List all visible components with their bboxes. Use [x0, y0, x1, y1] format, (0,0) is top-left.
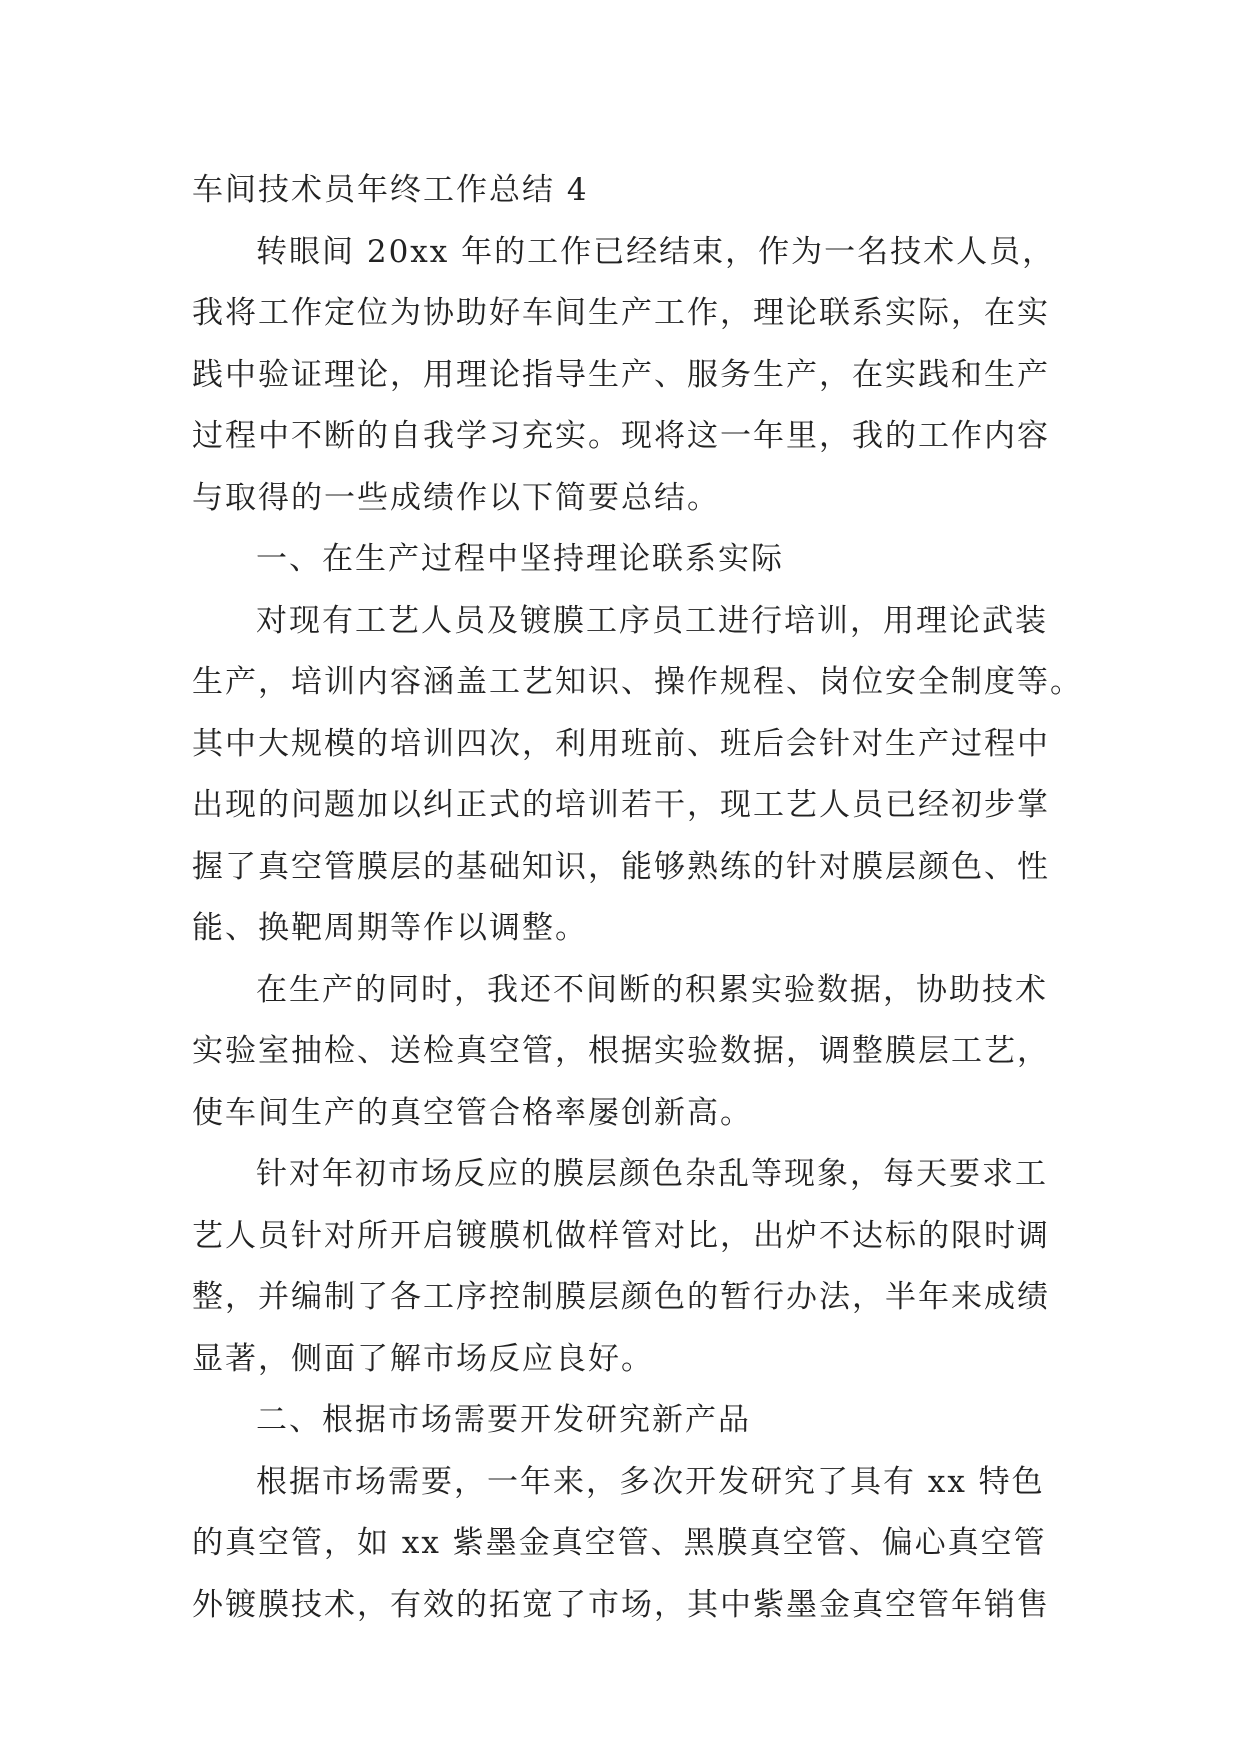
paragraph-intro — [192, 222, 1056, 530]
paragraph-new-products — [192, 1452, 1052, 1637]
paragraph-line: 艺人员针对所开启镀膜机做样管对比，出炉不达标的限时调 — [192, 1217, 1050, 1254]
paragraph-line: 整，并编制了各工序控制膜层颜色的暂行办法，半年来成绩 — [192, 1279, 1050, 1315]
paragraph-line: 其中大规模的培训四次，利用班前、班后会针对生产过程中 — [192, 725, 1050, 762]
paragraph-line: 外镀膜技术，有效的拓宽了市场，其中紫墨金真空管年销售 — [192, 1586, 1050, 1623]
document-title: 车间技术员年终工作总结 4 — [192, 172, 589, 208]
paragraph-training — [192, 591, 1083, 960]
section-heading-one — [192, 529, 1052, 591]
paragraph-line: 握了真空管膜层的基础知识，能够熟练的针对膜层颜色、性 — [192, 848, 1050, 885]
paragraph-line: 对现有工艺人员及镀膜工序员工进行培训，用理论武装 — [256, 602, 1048, 639]
paragraph-line: 出现的问题加以纠正式的培训若干，现工艺人员已经初步掌 — [192, 787, 1050, 823]
paragraph-line: 与取得的一些成绩作以下简要总结。 — [192, 479, 720, 516]
paragraph-line: 在生产的同时，我还不间断的积累实验数据，协助技术 — [256, 971, 1048, 1008]
section-heading-two — [192, 1390, 1052, 1452]
section-heading-text: 二、根据市场需要开发研究新产品 — [256, 1402, 751, 1438]
paragraph-line: 显著，侧面了解市场反应良好。 — [192, 1340, 654, 1377]
paragraph-data-accumulation — [192, 960, 1052, 1145]
paragraph-line: 的真空管，如 xx 紫墨金真空管、黑膜真空管、偏心真空管 — [192, 1525, 1047, 1561]
section-heading-text: 一、在生产过程中坚持理论联系实际 — [256, 541, 784, 577]
paragraph-line: 实验室抽检、送检真空管，根据实验数据，调整膜层工艺， — [192, 1033, 1050, 1069]
paragraph-color-control — [192, 1144, 1052, 1390]
paragraph-line: 使车间生产的真空管合格率屡创新高。 — [192, 1094, 753, 1131]
document-body — [192, 160, 1083, 1636]
paragraph-line: 生产，培训内容涵盖工艺知识、操作规程、岗位安全制度等。 — [192, 664, 1083, 700]
paragraph-line: 过程中不断的自我学习充实。现将这一年里，我的工作内容 — [192, 418, 1050, 454]
paragraph-line: 能、换靶周期等作以调整。 — [192, 910, 588, 946]
paragraph-line: 践中验证理论，用理论指导生产、服务生产，在实践和生产 — [192, 356, 1050, 393]
paragraph-line: 我将工作定位为协助好车间生产工作，理论联系实际，在实 — [192, 295, 1050, 331]
paragraph-line: 针对年初市场反应的膜层颜色杂乱等现象，每天要求工 — [256, 1156, 1048, 1192]
paragraph-line: 转眼间 20xx 年的工作已经结束，作为一名技术人员， — [256, 233, 1056, 270]
paragraph-line: 根据市场需要，一年来，多次开发研究了具有 xx 特色 — [256, 1463, 1045, 1500]
